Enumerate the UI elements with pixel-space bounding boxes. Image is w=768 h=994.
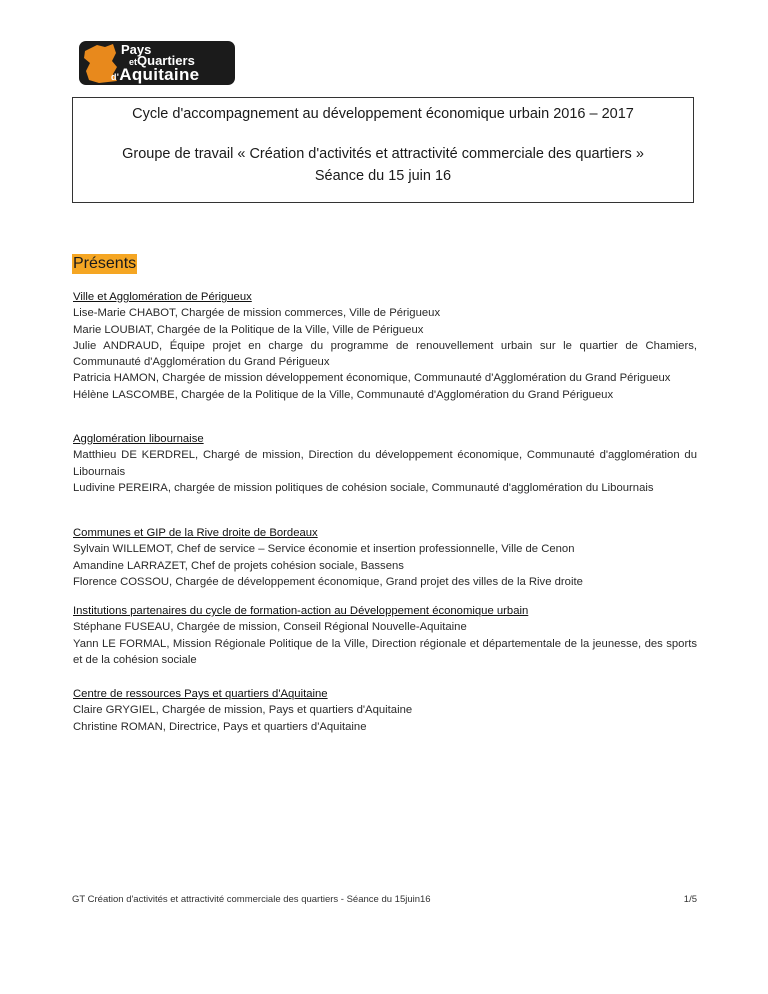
- session-date: Séance du 15 juin 16: [314, 168, 452, 184]
- attendee: Ludivine PEREIRA, chargée de mission politiques de cohésion sociale, Communauté d'agglomération du Libournais: [73, 481, 654, 494]
- logo-line-aquitaine: [111, 66, 199, 83]
- group-title: Ville et Agglomération de Périgueux: [73, 291, 252, 303]
- page-number: 1/5: [683, 894, 697, 905]
- attendee: Patricia HAMON, Chargée de mission développement économique, Communauté d'Agglomération du Grand Périgueux: [73, 372, 671, 385]
- group-title: Communes et GIP de la Rive droite de Bordeaux: [73, 527, 318, 539]
- logo-line-pays: Pays: [121, 42, 152, 57]
- attendee-group-rive-droite: [73, 525, 697, 590]
- attendee: Amandine LARRAZET, Chef de projets cohésion sociale, Bassens: [73, 559, 404, 572]
- attendee: Matthieu DE KERDREL, Chargé de mission, Direction du développement économique, Communauté d'agglomération du Libournais: [73, 449, 697, 478]
- attendee: Sylvain WILLEMOT, Chef de service – Service économie et insertion professionnelle, Ville de Cenon: [73, 543, 575, 556]
- logo-quartiers: Quartiers: [137, 53, 195, 68]
- attendee: Lise-Marie CHABOT, Chargée de mission commerces, Ville de Périgueux: [73, 307, 441, 320]
- attendee: Yann LE FORMAL, Mission Régionale Politique de la Ville, Direction régionale et départementale de la jeunesse, des sports et de la cohésion sociale: [73, 637, 697, 666]
- group-title: Institutions partenaires du cycle de formation-action au Développement économique urbain: [73, 605, 529, 617]
- attendee: Stéphane FUSEAU, Chargée de mission, Conseil Régional Nouvelle-Aquitaine: [73, 621, 467, 634]
- group-title: Agglomération libournaise: [73, 433, 204, 445]
- presents-heading: Présents: [73, 255, 137, 272]
- attendee-group-resource-center: [73, 686, 697, 735]
- attendee: Marie LOUBIAT, Chargée de la Politique de la Ville, Ville de Périgueux: [73, 323, 424, 336]
- attendee-group-perigueux: [73, 289, 697, 403]
- logo-d: d': [111, 72, 120, 82]
- attendee: Julie ANDRAUD, Équipe projet en charge du programme de renouvellement urbain sur le quartier de Chamiers, Communauté d'Agglomération du Grand Périgueux: [73, 339, 697, 369]
- logo-aquitaine: Aquitaine: [119, 65, 200, 84]
- group-title: Centre de ressources Pays et quartiers d'Aquitaine: [73, 688, 328, 700]
- logo-et: et: [129, 57, 138, 67]
- attendee: Claire GRYGIEL, Chargée de mission, Pays et quartiers d'Aquitaine: [73, 704, 413, 717]
- organization-logo: [79, 41, 235, 85]
- attendee-group-libourne: [73, 431, 697, 496]
- attendee: Florence COSSOU, Chargée de développement économique, Grand projet des villes de la Rive droite: [73, 575, 583, 588]
- document-title: Cycle d'accompagnement au développement économique urbain 2016 – 2017: [132, 106, 634, 122]
- attendee-group-institutions: [73, 603, 697, 668]
- attendee: Christine ROMAN, Directrice, Pays et quartiers d'Aquitaine: [73, 720, 367, 733]
- document-header-box: [72, 97, 694, 203]
- footer-document-title: GT Création d'activités et attractivité commerciale des quartiers - Séance du 15juin16: [72, 894, 431, 905]
- attendee: Hélène LASCOMBE, Chargée de la Politique de la Ville, Communauté d'Agglomération du Grand Périgueux: [73, 388, 614, 401]
- working-group-title: Groupe de travail « Création d'activités et attractivité commerciale des quartiers »: [122, 146, 644, 162]
